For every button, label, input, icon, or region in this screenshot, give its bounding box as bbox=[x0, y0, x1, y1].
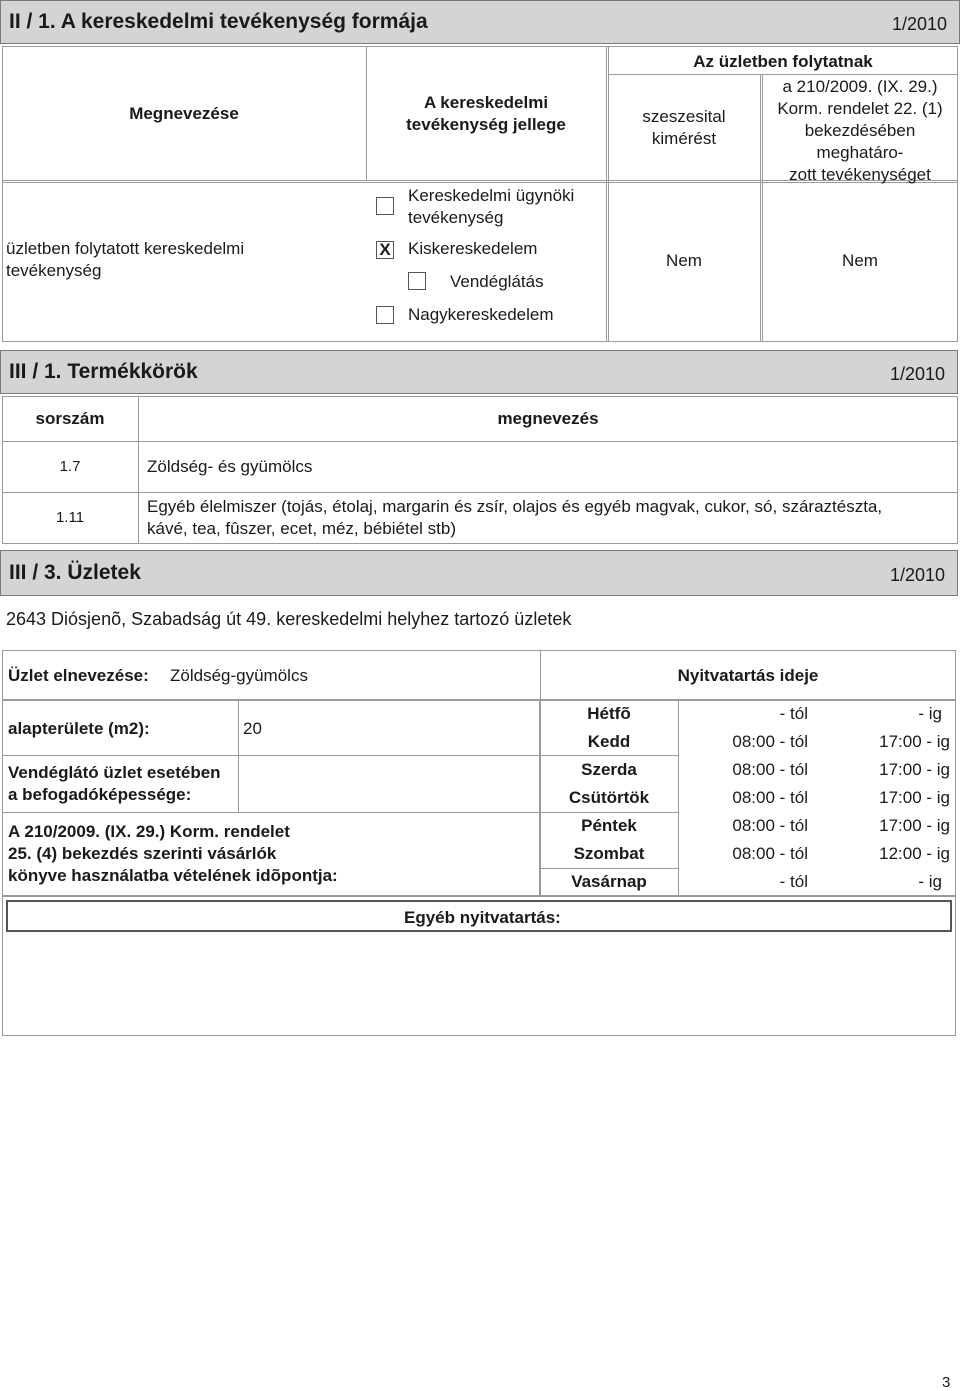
retail-checkbox[interactable]: X bbox=[376, 241, 394, 259]
divider bbox=[678, 700, 679, 896]
day-5-from: 08:00 - tól bbox=[732, 816, 808, 835]
header-alcohol-line2: kimérést bbox=[651, 129, 717, 148]
complaint-book-label-line3: könyve használatba vételének idõpontja: bbox=[8, 866, 338, 885]
capacity-label bbox=[8, 762, 221, 806]
other-hours-label: Egyéb nyitvatartás: bbox=[404, 908, 561, 927]
wholesale-checkbox[interactable] bbox=[376, 306, 394, 324]
header-sorszam: sorszám bbox=[35, 409, 105, 428]
capacity-label-line2: a befogadóképessége: bbox=[8, 785, 192, 804]
day-7-to: - ig bbox=[918, 872, 942, 891]
divider bbox=[608, 46, 609, 342]
section-header-activity-form bbox=[0, 0, 960, 44]
header-decree-line4: meghatáro- bbox=[816, 143, 904, 162]
header-in-shop: Az üzletben folytatnak bbox=[693, 52, 873, 71]
day-4-name: Csütörtök bbox=[568, 788, 650, 807]
divider bbox=[540, 868, 678, 869]
day-7-from: - tól bbox=[779, 872, 808, 891]
retail-label: Kiskereskedelem bbox=[408, 239, 538, 258]
shop-name-value: Zöldség-gyümölcs bbox=[170, 666, 308, 685]
agent-activity-label-line2: tevékenység bbox=[408, 208, 504, 227]
agent-activity-label-line1: Kereskedelmi ügynöki bbox=[408, 186, 575, 205]
section-year: 1/2010 bbox=[891, 14, 947, 34]
day-7-name: Vasárnap bbox=[571, 872, 647, 891]
header-name: Megnevezése bbox=[129, 104, 239, 123]
divider bbox=[2, 755, 540, 756]
complaint-book-label-line2: 25. (4) bekezdés szerinti vásárlók bbox=[8, 844, 277, 863]
section-year: 1/2010 bbox=[889, 565, 945, 585]
divider bbox=[608, 74, 958, 75]
divider bbox=[2, 812, 540, 813]
day-6-to: 12:00 - ig bbox=[879, 844, 950, 863]
shop-name-label: Üzlet elnevezése: bbox=[8, 666, 149, 685]
day-1-to: - ig bbox=[918, 704, 942, 723]
agent-activity-checkbox[interactable] bbox=[376, 197, 394, 215]
day-5-to: 17:00 - ig bbox=[879, 816, 950, 835]
day-1-name: Hétfõ bbox=[587, 704, 631, 723]
section-header-product-groups bbox=[0, 350, 958, 394]
header-alcohol bbox=[608, 106, 760, 150]
header-alcohol-line1: szeszesital bbox=[642, 107, 726, 126]
divider bbox=[540, 755, 678, 756]
area-label: alapterülete (m2): bbox=[8, 719, 150, 738]
area-value: 20 bbox=[243, 719, 262, 738]
section-title: III / 3. Üzletek bbox=[9, 561, 141, 584]
day-5-name: Péntek bbox=[581, 816, 637, 835]
row-name-line2: tevékenység bbox=[6, 261, 102, 280]
day-4-from: 08:00 - tól bbox=[732, 788, 808, 807]
day-3-from: 08:00 - tól bbox=[732, 760, 808, 779]
decree-value: Nem bbox=[842, 251, 878, 270]
divider bbox=[2, 492, 958, 493]
header-decree-line3: bekezdésében bbox=[804, 121, 916, 140]
header-decree-line1: a 210/2009. (IX. 29.) bbox=[782, 77, 938, 96]
day-4-to: 17:00 - ig bbox=[879, 788, 950, 807]
row-name bbox=[6, 238, 361, 282]
section-title: III / 1. Termékkörök bbox=[9, 360, 198, 383]
day-3-name: Szerda bbox=[581, 760, 637, 779]
section-header-shops bbox=[0, 550, 958, 596]
catering-checkbox[interactable] bbox=[408, 272, 426, 290]
agent-activity-label bbox=[408, 185, 574, 229]
header-decree bbox=[762, 76, 958, 186]
opening-hours-title: Nyitvatartás ideje bbox=[677, 666, 819, 685]
divider bbox=[760, 74, 761, 342]
product-row-1-no: 1.7 bbox=[59, 458, 81, 475]
complaint-book-label-line1: A 210/2009. (IX. 29.) Korm. rendelet bbox=[8, 822, 290, 841]
product-row-2-name-line2: kávé, tea, fûszer, ecet, méz, bébiétel stb) bbox=[147, 519, 456, 538]
header-megnevezes: megnevezés bbox=[497, 409, 599, 428]
header-nature-line2: tevékenység jellege bbox=[406, 115, 566, 134]
page-number: 3 bbox=[942, 1374, 951, 1391]
alcohol-value: Nem bbox=[666, 251, 702, 270]
day-1-from: - tól bbox=[779, 704, 808, 723]
header-nature bbox=[366, 92, 606, 136]
divider bbox=[238, 700, 239, 812]
day-2-to: 17:00 - ig bbox=[879, 732, 950, 751]
wholesale-label: Nagykereskedelem bbox=[408, 305, 554, 324]
day-6-name: Szombat bbox=[573, 844, 645, 863]
product-row-1-name: Zöldség- és gyümölcs bbox=[147, 457, 313, 476]
capacity-label-line1: Vendéglátó üzlet esetében bbox=[8, 763, 221, 782]
header-nature-line1: A kereskedelmi bbox=[423, 93, 549, 112]
shop-address: 2643 Diósjenõ, Szabadság út 49. kereskedelmi helyhez tartozó üzletek bbox=[6, 609, 572, 629]
divider bbox=[540, 812, 678, 813]
product-row-2-name bbox=[147, 496, 952, 540]
day-6-from: 08:00 - tól bbox=[732, 844, 808, 863]
catering-label: Vendéglátás bbox=[450, 272, 544, 291]
day-3-to: 17:00 - ig bbox=[879, 760, 950, 779]
header-decree-line5: zott tevékenységet bbox=[789, 165, 931, 184]
row-name-line1: üzletben folytatott kereskedelmi bbox=[6, 239, 245, 258]
divider bbox=[606, 46, 607, 342]
day-2-name: Kedd bbox=[587, 732, 631, 751]
divider bbox=[2, 441, 958, 442]
section-title: II / 1. A kereskedelmi tevékenység formája bbox=[9, 10, 428, 33]
header-decree-line2: Korm. rendelet 22. (1) bbox=[777, 99, 943, 118]
product-row-2-name-line1: Egyéb élelmiszer (tojás, étolaj, margarin és zsír, olajos és egyéb magvak, cukor, só, száraztészta, bbox=[147, 497, 883, 516]
section-year: 1/2010 bbox=[889, 364, 945, 384]
day-2-from: 08:00 - tól bbox=[732, 732, 808, 751]
product-row-2-no: 1.11 bbox=[55, 509, 85, 526]
complaint-book-label bbox=[8, 821, 338, 887]
